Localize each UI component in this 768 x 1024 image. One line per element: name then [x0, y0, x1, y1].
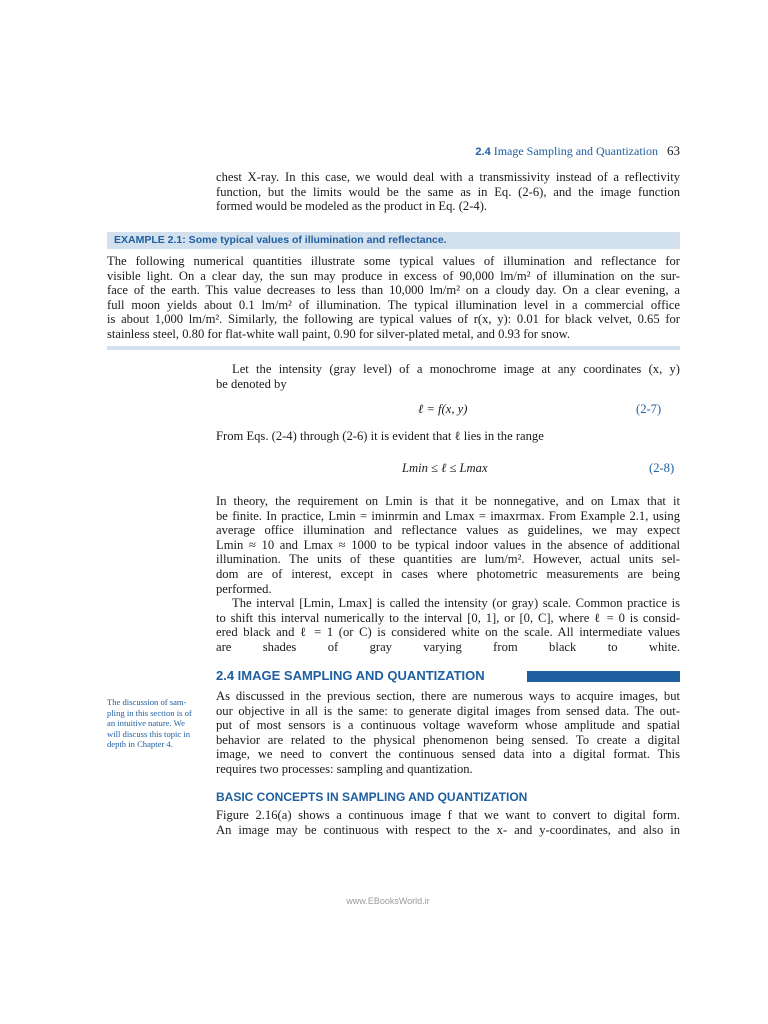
- text-line: our objective in all is the same: to generate digital images from sensed data. The out-: [216, 703, 680, 718]
- footer-watermark: www.EBooksWorld.ir: [346, 896, 430, 906]
- text-line: depth in Chapter 4.: [107, 739, 173, 750]
- running-head-section-number: 2.4: [475, 146, 491, 158]
- paragraph-sampling-intro: [216, 689, 680, 777]
- equation-2-8: Lmin ≤ ℓ ≤ Lmax: [402, 461, 488, 475]
- text-line: be finite. In practice, Lmin = iminrmin and Lmax = imaxrmax. From Example 2.1, using: [216, 508, 680, 523]
- text-line: pling in this section is of: [107, 707, 192, 718]
- example-bottom-rule: [107, 346, 680, 350]
- margin-note: [107, 697, 199, 750]
- paragraph-intensity-definition: [216, 362, 680, 391]
- text-line: Lmin ≈ 10 and Lmax ≈ 1000 to be typical indoor values in the absence of additional: [216, 537, 680, 552]
- running-head: [440, 144, 680, 160]
- section-heading: 2.4 IMAGE SAMPLING AND QUANTIZATION: [216, 668, 485, 683]
- page-number: 63: [667, 143, 680, 158]
- text-line: illumination. The units of these quantities are lum/m². However, actual units sel-: [216, 552, 680, 567]
- text-line: An image may be continuous with respect to the x- and y-coordinates, and also in: [216, 822, 680, 837]
- paragraph-range-intro: From Eqs. (2-4) through (2-6) it is evident that ℓ lies in the range: [216, 429, 544, 443]
- text-line: The interval [Lmin, Lmax] is called the intensity (or gray) scale. Common practice is: [232, 596, 680, 611]
- text-line: is about 1,000 lm/m². Similarly, the following are typical values of r(x, y): 0.01 for black velvet, 0.65 for: [107, 312, 680, 327]
- text-line: full moon yields about 0.1 lm/m² of illumination. The typical illumination level in a commercial office: [107, 297, 680, 312]
- text-line: performed.: [216, 581, 272, 596]
- text-line: The following numerical quantities illustrate some typical values of illumination and reflectance for: [107, 254, 680, 268]
- text-line: requires two processes: sampling and quantization.: [216, 761, 473, 776]
- text-line: function, but the limits would be the same as in Eq. (2-6), and the image function: [216, 184, 680, 199]
- equation-2-7: ℓ = f(x, y): [418, 402, 468, 416]
- paragraph-chest-xray: [216, 170, 680, 214]
- text-line: chest X-ray. In this case, we would deal with a transmissivity instead of a reflectivity: [216, 170, 680, 184]
- text-line: visible light. On a clear day, the sun may produce in excess of 90,000 lm/m² of illumination on the sur-: [107, 268, 680, 283]
- text-line: be denoted by: [216, 376, 287, 391]
- text-line: stainless steel, 0.80 for flat-white wall paint, 0.90 for silver-plated metal, and 0.93 for snow.: [107, 326, 571, 341]
- paragraph-intensity-scale: [216, 494, 680, 655]
- text-line: Let the intensity (gray level) of a monochrome image at any coordinates (x, y): [232, 362, 680, 376]
- text-line: dom are of interest, except in cases where photometric measurements are being: [216, 566, 680, 581]
- section-heading-bar: [527, 671, 680, 682]
- example-title: EXAMPLE 2.1: Some typical values of illumination and reflectance.: [114, 234, 447, 246]
- example-body: [107, 254, 680, 342]
- text-line: In theory, the requirement on Lmin is that it be nonnegative, and on Lmax that it: [216, 494, 680, 508]
- text-line: image, we need to convert the continuous sensed data into a digital format. This: [216, 747, 680, 762]
- text-line: will discuss this topic in: [107, 728, 191, 739]
- text-line: an intuitive nature. We: [107, 718, 185, 729]
- text-line: are shades of gray varying from black to white.: [216, 639, 680, 654]
- text-line: face of the earth. This value decreases to less than 10,000 lm/m² on a cloudy day. On a clear evening, a: [107, 283, 680, 298]
- text-line: average office illumination and reflectance values as guidelines, we may expect: [216, 523, 680, 538]
- text-line: As discussed in the previous section, there are numerous ways to acquire images, but: [216, 689, 680, 703]
- equation-2-7-number: (2-7): [636, 402, 662, 416]
- text-line: behavior are related to the physical phenomenon being sensed. To create a digital: [216, 732, 680, 747]
- paragraph-figure-2-16: [216, 808, 680, 837]
- text-line: ered black and ℓ = 1 (or C) is considered white on the scale. All intermediate values: [216, 625, 680, 640]
- text-line: formed would be modeled as the product in Eq. (2-4).: [216, 199, 488, 214]
- subsection-heading: BASIC CONCEPTS IN SAMPLING AND QUANTIZATION: [216, 790, 528, 804]
- text-line: The discussion of sam-: [107, 697, 187, 707]
- equation-2-8-number: (2-8): [649, 461, 675, 475]
- text-line: Figure 2.16(a) shows a continuous image f that we want to convert to digital form.: [216, 808, 680, 822]
- text-line: put of most sensors is a continuous voltage waveform whose amplitude and spatial: [216, 718, 680, 733]
- running-head-title: Image Sampling and Quantization: [493, 144, 658, 158]
- text-line: to shift this interval numerically to the interval [0, 1], or [0, C], where ℓ = 0 is consid-: [216, 610, 680, 625]
